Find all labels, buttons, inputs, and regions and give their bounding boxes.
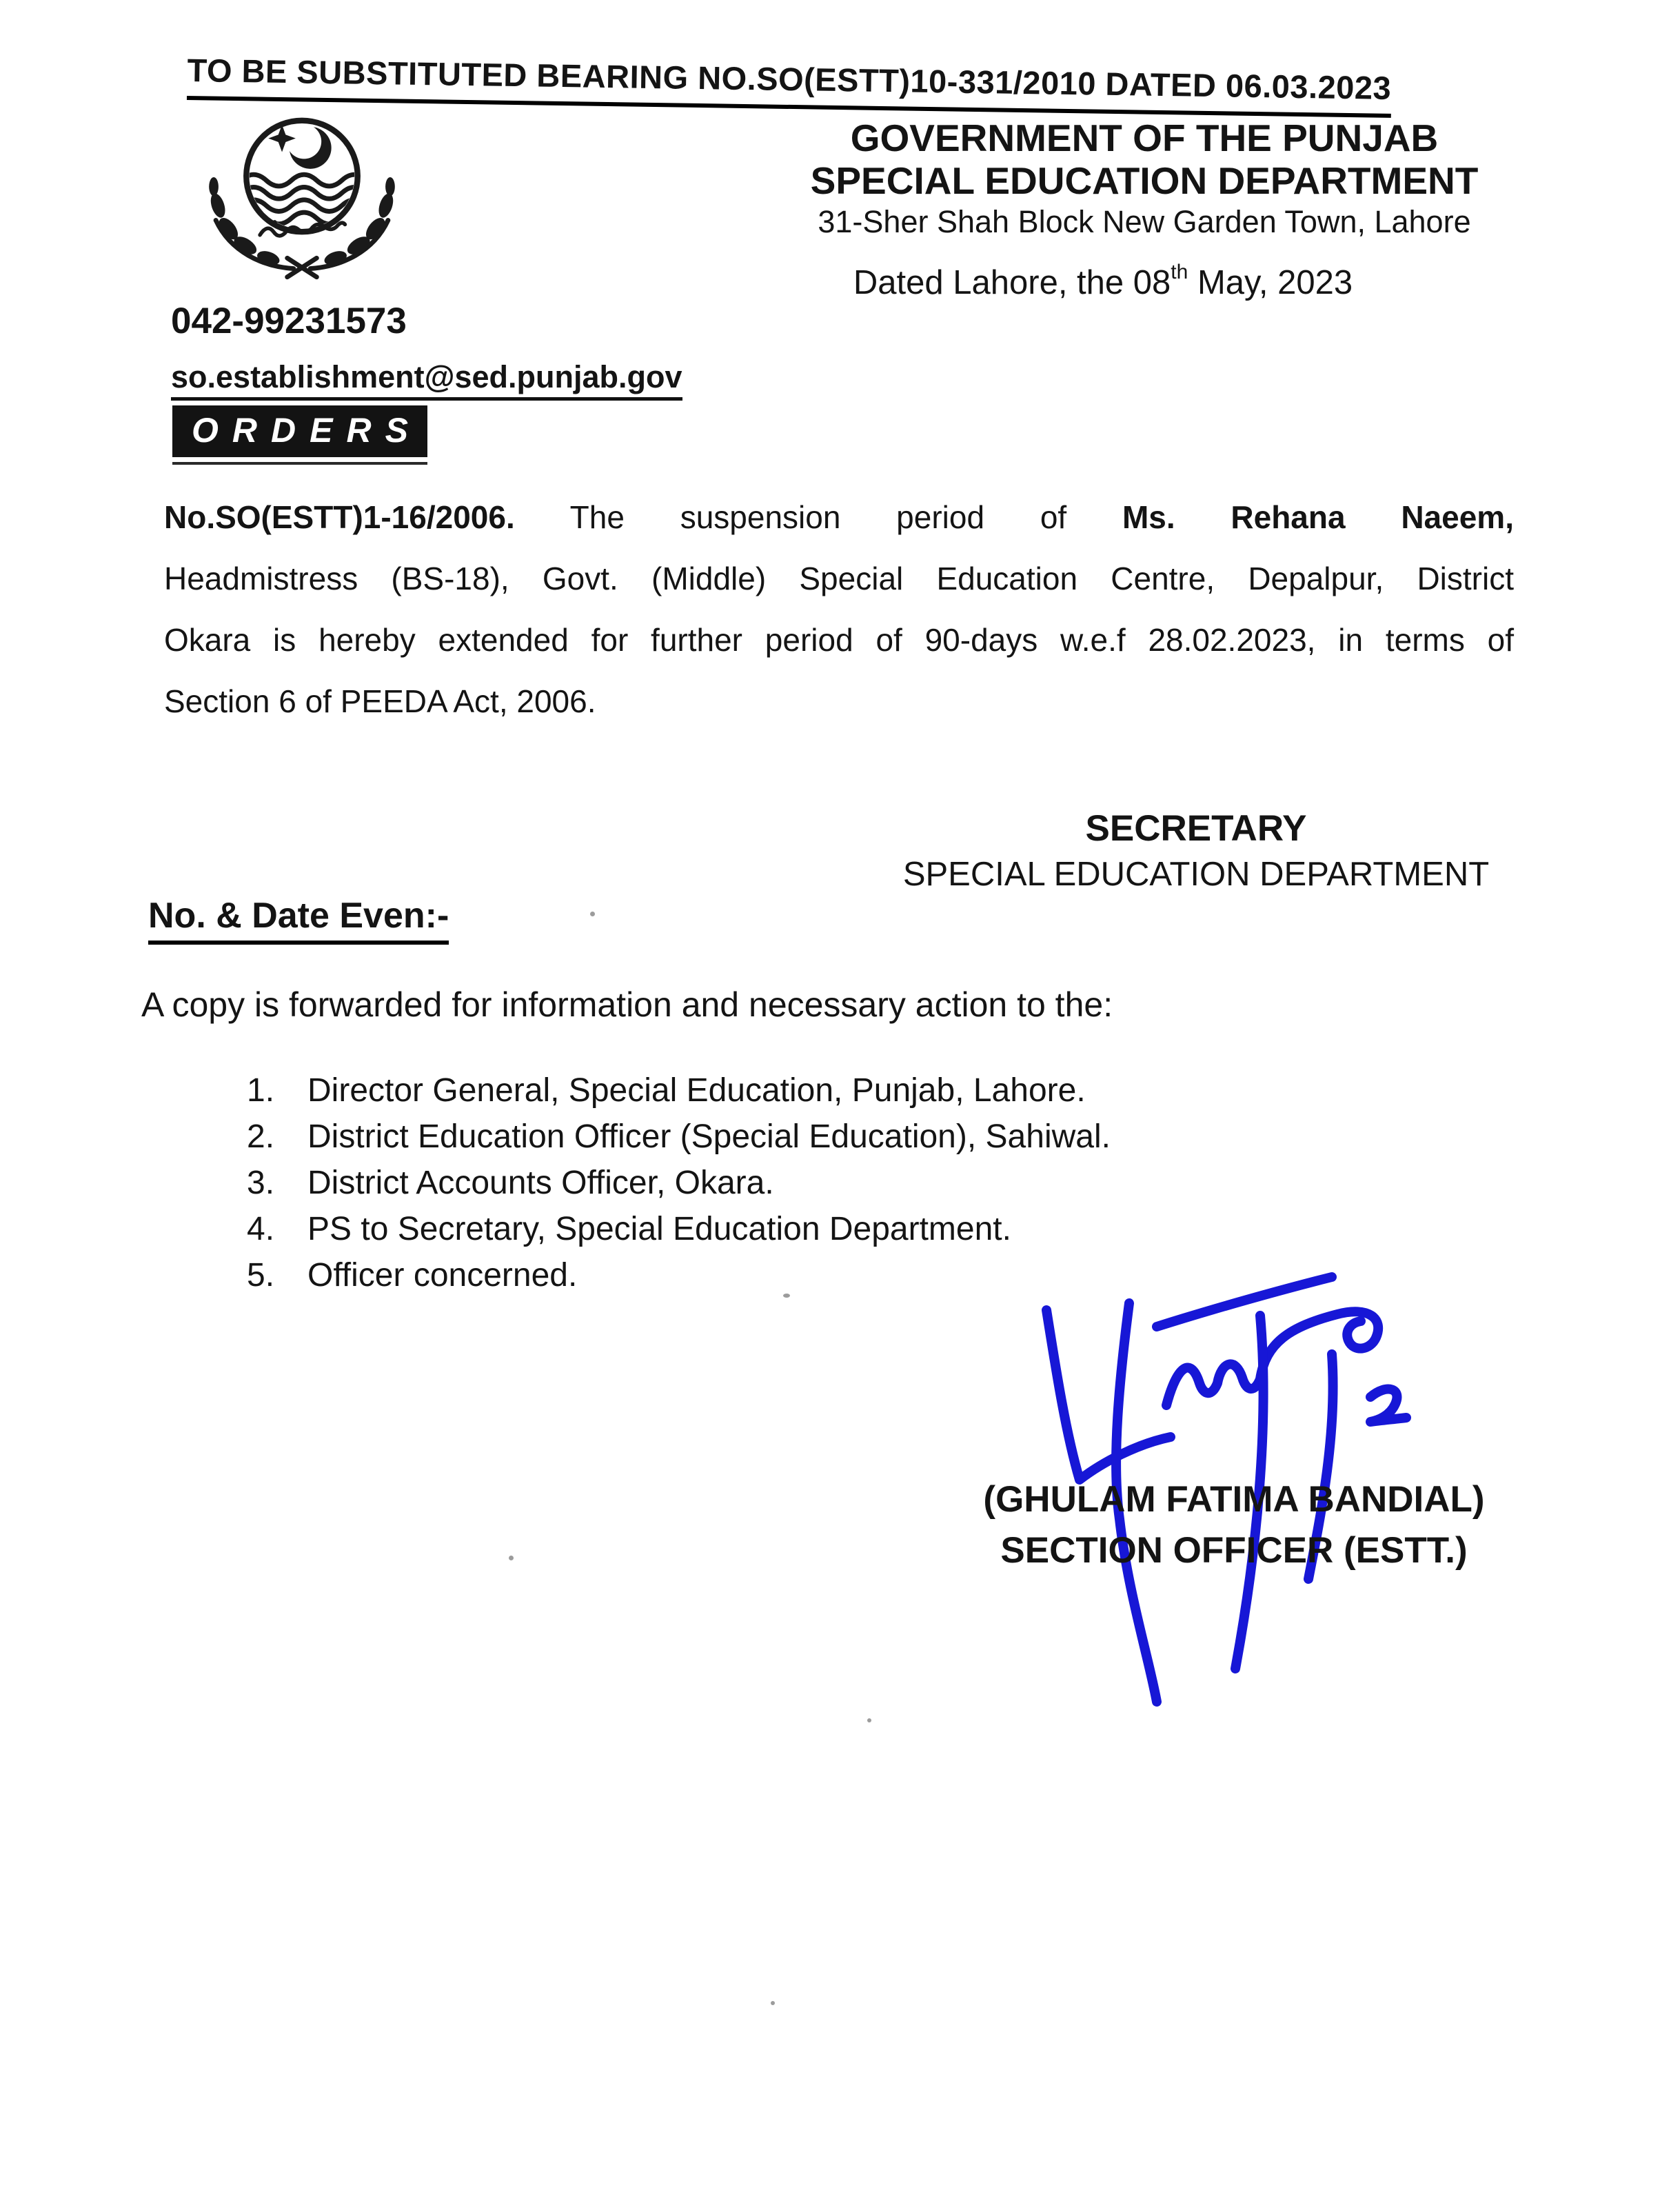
scan-speck	[590, 912, 595, 916]
order-body	[164, 487, 1514, 732]
signatory-title: SECTION OFFICER (ESTT.)	[1000, 1530, 1468, 1571]
date-line: Dated Lahore, the 08th May, 2023	[853, 261, 1353, 301]
order-body-line: Headmistress (BS-18), Govt. (Middle) Special Education Centre, Depalpur, District	[164, 561, 1514, 596]
department-address: 31-Sher Shah Block New Garden Town, Lahore	[818, 204, 1471, 240]
officer-name: Ms. Rehana Naeem,	[1122, 499, 1514, 535]
recipient-item: 4. PS to Secretary, Special Education Department.	[247, 1211, 1011, 1247]
letterhead	[745, 117, 1544, 240]
substitution-notice: TO BE SUBSTITUTED BEARING NO.SO(ESTT)10-331/2010 DATED 06.03.2023	[187, 51, 1392, 118]
orders-heading-wrap	[172, 405, 427, 465]
recipient-item: 2. District Education Officer (Special Education), Sahiwal.	[247, 1118, 1111, 1155]
crest-icon	[186, 109, 418, 290]
order-reference-number: No.SO(ESTT)1-16/2006.	[164, 499, 515, 535]
orders-heading: ORDERS	[172, 405, 427, 457]
punjab-government-crest-logo	[186, 109, 418, 290]
forward-note: A copy is forwarded for information and necessary action to the:	[141, 985, 1113, 1024]
signatory-block	[958, 1474, 1510, 1576]
order-body-line: No.SO(ESTT)1-16/2006. The suspension period of Ms. Rehana Naeem,	[164, 499, 1514, 535]
recipient-item: 5. Officer concerned.	[247, 1257, 578, 1294]
department-title: SPECIAL EDUCATION DEPARTMENT	[810, 159, 1479, 202]
ref-label: No. & Date Even:-	[148, 895, 449, 945]
government-title: GOVERNMENT OF THE PUNJAB	[850, 117, 1439, 159]
scan-speck	[867, 1718, 871, 1722]
order-body-line: Okara is hereby extended for further period of 90-days w.e.f 28.02.2023, in terms of	[164, 622, 1514, 658]
email-address: so.establishment@sed.punjab.gov	[171, 359, 682, 401]
recipient-item: 1. Director General, Special Education, Punjab, Lahore.	[247, 1072, 1086, 1109]
authority-department: SPECIAL EDUCATION DEPARTMENT	[902, 855, 1490, 893]
authority-title: SECRETARY	[1085, 808, 1307, 849]
scan-speck	[771, 2001, 775, 2005]
issuing-authority	[848, 805, 1544, 897]
recipient-list	[247, 1067, 1111, 1298]
scan-speck	[509, 1556, 514, 1560]
scan-speck	[783, 1294, 790, 1298]
contact-block	[171, 301, 682, 401]
signatory-name: (GHULAM FATIMA BANDIAL)	[983, 1479, 1485, 1520]
ordinal-suffix: th	[1171, 261, 1188, 283]
order-body-line: Section 6 of PEEDA Act, 2006.	[164, 683, 596, 719]
recipient-item: 3. District Accounts Officer, Okara.	[247, 1165, 774, 1201]
phone-number: 042-99231573	[171, 301, 407, 341]
